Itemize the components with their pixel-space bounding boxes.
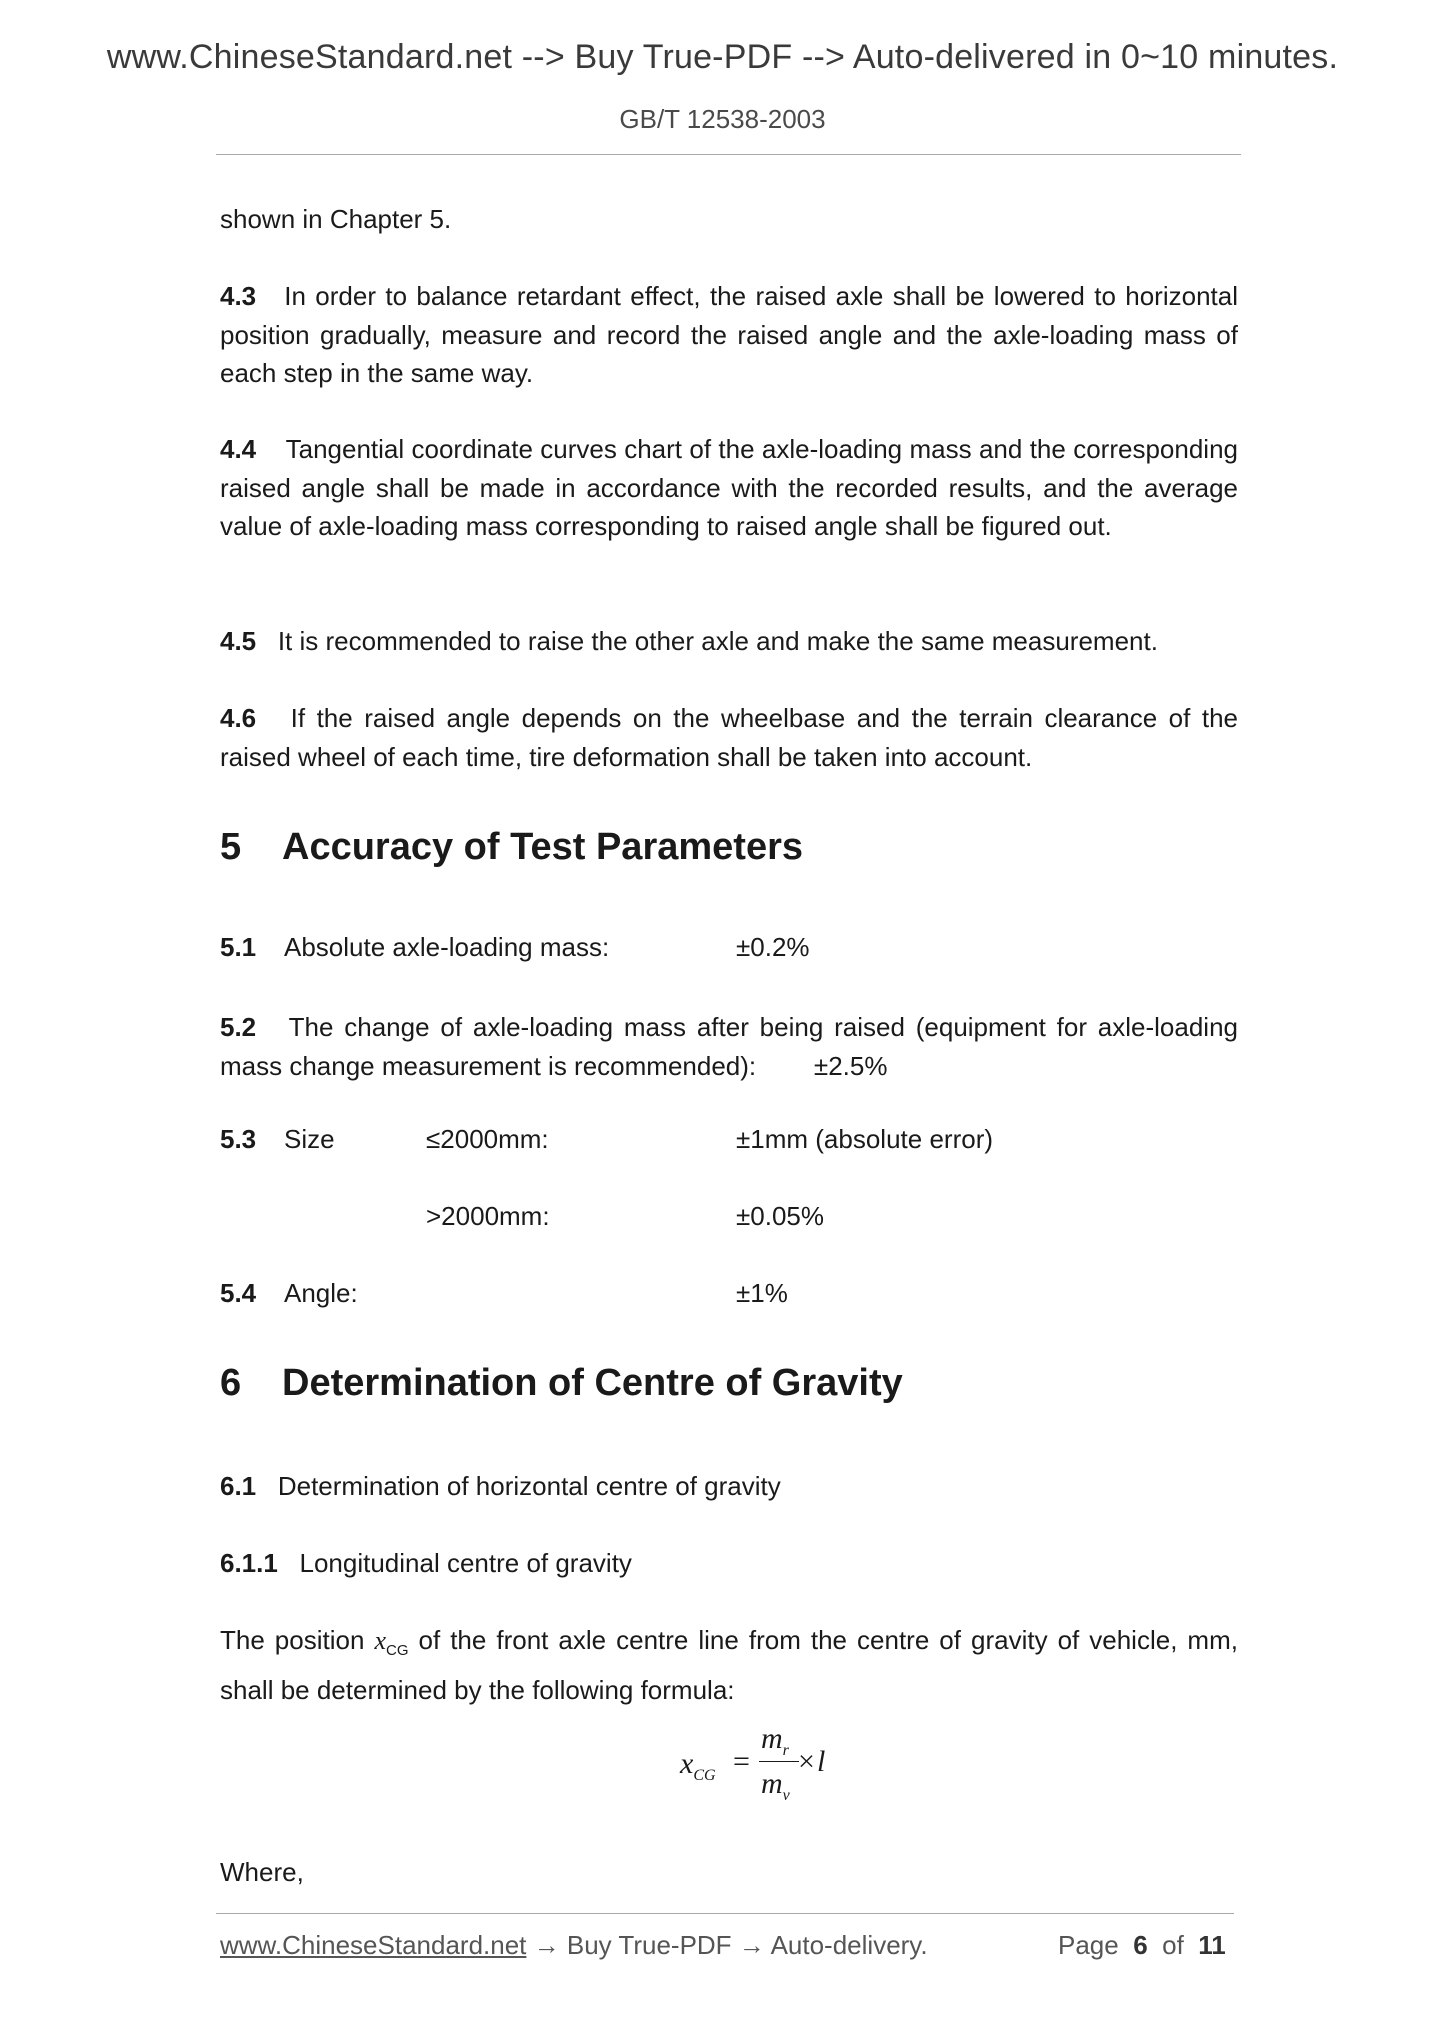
clause-text: In order to balance retardant effect, the raised axle shall be lowered to horizontal position gradually, measure and record the raised angle and the axle-loading mass of each step in the same way.	[220, 281, 1238, 388]
section-title: Determination of Centre of Gravity	[282, 1362, 903, 1404]
page-number: 6	[1133, 1930, 1148, 1960]
clause-5-3-label: Size	[284, 1124, 335, 1154]
page-of-label: of	[1162, 1930, 1184, 1960]
clause-text: It is recommended to raise the other axle and make the same measurement.	[277, 626, 1158, 656]
clause-number: 5.2	[220, 1012, 257, 1042]
clause-5-4-value: ±1%	[736, 1278, 788, 1308]
clause-4-3	[220, 277, 1238, 393]
formula-times: ×	[798, 1745, 815, 1778]
footer-link[interactable]: www.ChineseStandard.net	[220, 1930, 527, 1960]
document-code: GB/T 12538-2003	[619, 104, 826, 134]
clause-6-1-1	[220, 1544, 1238, 1583]
footer-text: → Buy True-PDF → Auto-delivery.	[526, 1930, 928, 1960]
clause-5-2	[220, 1008, 1238, 1085]
formula-factor: l	[817, 1745, 826, 1778]
fraction-bar	[759, 1761, 799, 1762]
formula-denominator: $m_v$	[761, 1767, 790, 1804]
clause-text: Longitudinal centre of gravity	[299, 1548, 632, 1578]
clause-text: Determination of horizontal centre of gravity	[277, 1471, 781, 1501]
clause-5-1-label: Absolute axle-loading mass:	[284, 932, 610, 962]
intro-line: shown in Chapter 5.	[220, 204, 452, 234]
clause-4-5	[220, 622, 1238, 661]
position-text-pre: The position	[220, 1625, 365, 1655]
clause-5-1-value: ±0.2%	[736, 932, 810, 962]
clause-6-1	[220, 1467, 1238, 1506]
clause-4-6	[220, 699, 1238, 776]
clause-number: 4.6	[220, 703, 257, 733]
where-label: Where,	[220, 1857, 304, 1887]
section-title: Accuracy of Test Parameters	[282, 826, 803, 868]
footer-divider	[216, 1913, 1234, 1914]
clause-text: If the raised angle depends on the wheelbase and the terrain clearance of the raised wheel of each time, tire deformation shall be taken into account.	[220, 703, 1238, 772]
clause-5-4-number: 5.4	[220, 1278, 257, 1308]
footer-line	[220, 1930, 928, 1961]
formula-equals: =	[733, 1745, 750, 1778]
clause-number: 6.1.1	[220, 1548, 278, 1578]
clause-5-3-value-1: ±1mm (absolute error)	[736, 1124, 994, 1154]
top-banner: www.ChineseStandard.net --> Buy True-PDF --> Auto-delivered in 0~10 minutes.	[106, 38, 1339, 76]
section-number: 5	[220, 826, 242, 868]
page-label: Page	[1058, 1930, 1119, 1960]
clause-text: Tangential coordinate curves chart of the axle-loading mass and the corresponding raised angle shall be made in accordance with the recorded results, and the average value of axle-loading mass corresponding to raised angle shall be figured out.	[220, 434, 1238, 541]
header-divider	[216, 154, 1241, 155]
clause-4-4	[220, 430, 1238, 546]
section-number: 6	[220, 1362, 242, 1404]
clause-5-4-label: Angle:	[284, 1278, 358, 1308]
clause-5-1-number: 5.1	[220, 932, 257, 962]
clause-number: 6.1	[220, 1471, 257, 1501]
position-variable: x	[374, 1626, 386, 1655]
section-5-heading	[220, 826, 803, 869]
formula	[680, 1722, 830, 1807]
clause-number: 4.3	[220, 281, 257, 311]
clause-number: 4.4	[220, 434, 257, 464]
clause-5-3-number: 5.3	[220, 1124, 257, 1154]
section-6-heading	[220, 1362, 903, 1405]
formula-numerator: $m_r$	[761, 1722, 789, 1759]
page-indicator	[1058, 1930, 1226, 1961]
position-paragraph	[220, 1621, 1238, 1709]
formula-lhs: $x_{CG}$	[680, 1747, 716, 1784]
position-text-post: of the front axle centre line from the centre of gravity of vehicle, mm, shall be determined by the following formula:	[220, 1625, 1238, 1705]
clause-5-2-value: ±2.5%	[813, 1050, 888, 1081]
clause-5-3-value-2: ±0.05%	[736, 1201, 824, 1231]
clause-number: 4.5	[220, 626, 257, 656]
page-total: 11	[1198, 1930, 1226, 1960]
clause-5-3-cond-1: ≤2000mm:	[426, 1124, 549, 1154]
clause-5-3-cond-2: >2000mm:	[426, 1201, 550, 1231]
clause-text: The change of axle-loading mass after being raised (equipment for axle-loading mass change measurement is recommended):	[220, 1012, 1239, 1081]
position-variable-subscript: CG	[386, 1642, 409, 1660]
